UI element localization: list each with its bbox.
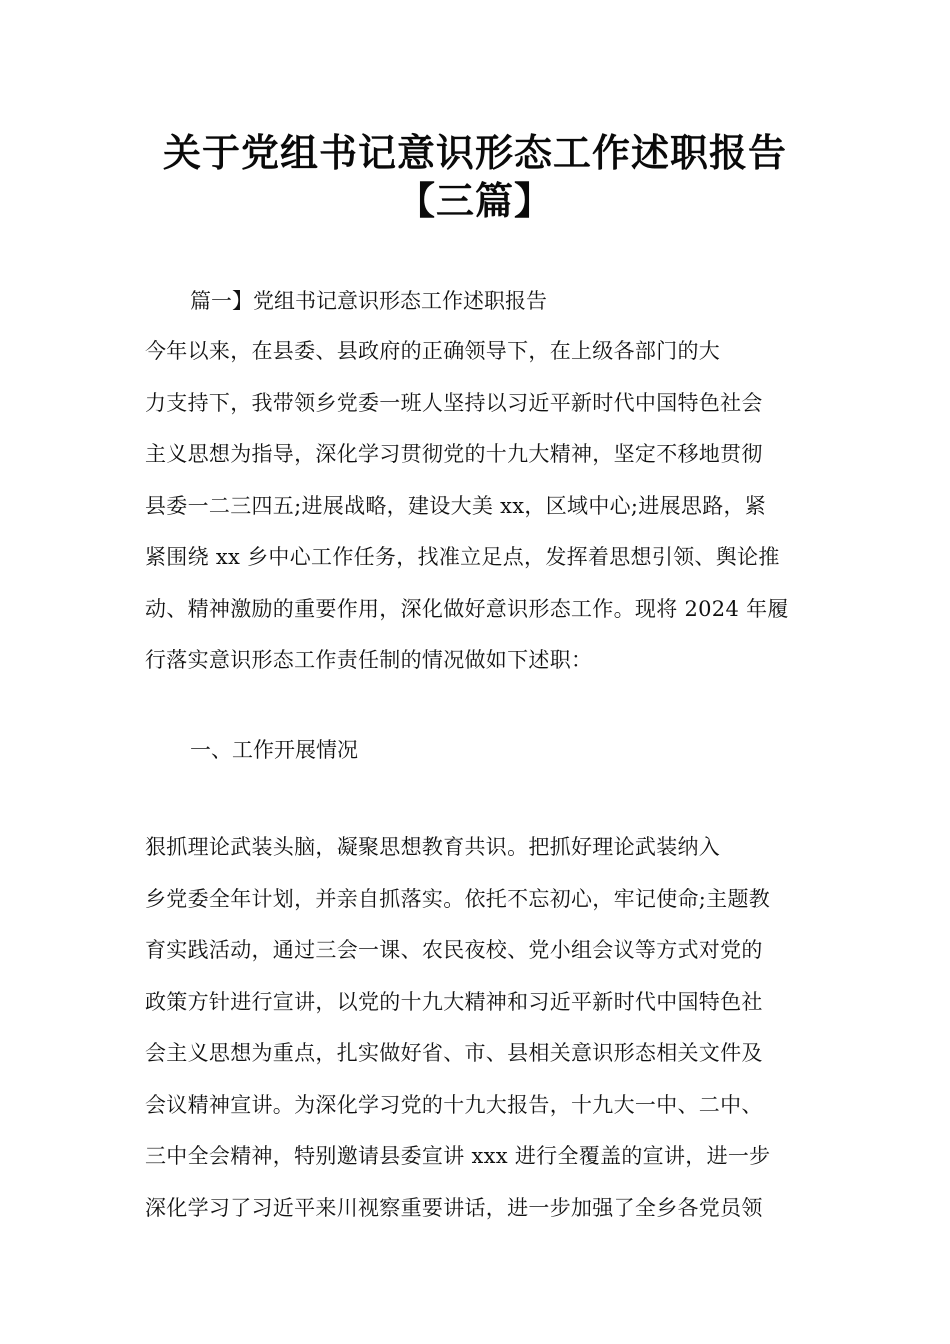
intro-paragraph: [145, 326, 810, 687]
paragraph-line: 育实践活动，通过三会一课、农民夜校、党小组会议等方式对党的: [145, 938, 763, 962]
paragraph-line: 动、精神激励的重要作用，深化做好意识形态工作。现将 2024 年履: [145, 596, 789, 621]
document-title-subtitle: 【三篇】: [396, 179, 553, 223]
paragraph-line: 乡党委全年计划，并亲自抓落实。依托不忘初心，牢记使命;主题教: [145, 886, 771, 911]
paragraph-line: 力支持下，我带领乡党委一班人坚持以习近平新时代中国特色社会: [145, 390, 763, 415]
document-title: 关于党组书记意识形态工作述职报告: [162, 131, 787, 175]
paragraph-line: 紧围绕 xx 乡中心工作任务，找准立足点，发挥着思想引领、舆论推: [145, 545, 780, 569]
paragraph-line: 三中全会精神，特别邀请县委宣讲 xxx 进行全覆盖的宣讲，进一步: [145, 1144, 771, 1168]
subheading: 一、工作开展情况: [190, 738, 358, 762]
paragraph-line: 会议精神宣讲。为深化学习党的十九大报告，十九大一中、二中、: [145, 1092, 763, 1117]
paragraph-line: 县委一二三四五;进展战略，建设大美 xx，区域中心;进展思路，紧: [145, 493, 767, 518]
paragraph-line: 主义思想为指导，深化学习贯彻党的十九大精神，坚定不移地贯彻: [145, 442, 763, 466]
paragraph-line: 今年以来，在县委、县政府的正确领导下，在上级各部门的大: [145, 339, 721, 363]
paragraph-line: 深化学习了习近平来川视察重要讲话，进一步加强了全乡各党员领: [145, 1195, 763, 1220]
body-paragraph: [145, 822, 810, 1234]
paragraph-line: 狠抓理论武装头脑，凝聚思想教育共识。把抓好理论武装纳入: [145, 835, 721, 859]
section-heading: 篇一】党组书记意识形态工作述职报告: [190, 289, 547, 313]
paragraph-line: 会主义思想为重点，扎实做好省、市、县相关意识形态相关文件及: [145, 1041, 763, 1065]
paragraph-line: 政策方针进行宣讲，以党的十九大精神和习近平新时代中国特色社: [145, 989, 763, 1014]
paragraph-line: 行落实意识形态工作责任制的情况做如下述职：: [145, 648, 593, 672]
